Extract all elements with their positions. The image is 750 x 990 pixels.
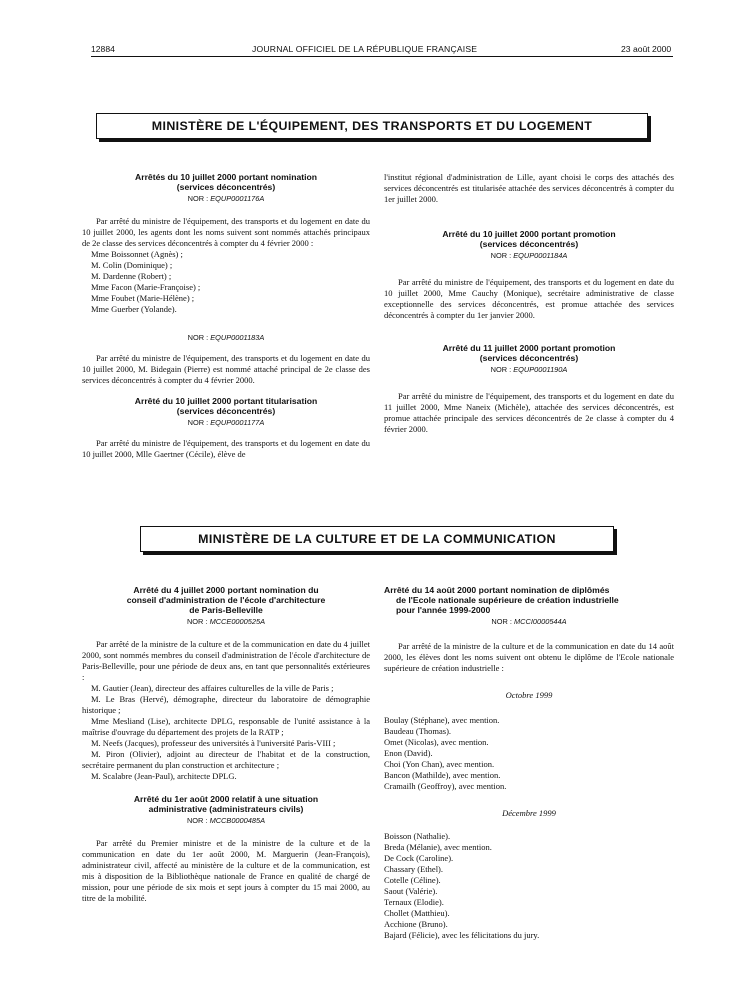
graduate-name: Chollet (Matthieu).: [384, 908, 450, 918]
nor-reference: NOR : MCCI0000544A: [491, 617, 567, 626]
article-title: Arrêtés du 10 juillet 2000 portant nomination: [135, 172, 317, 182]
article-body: Par arrêté du ministre de l'équipement, des transports et du logement en date du 11 juillet 2000, Mme Naneix (Michèle), attachée des services déconcentrés, est promue attachée principale des services déconcentrés de 2e classe à compter du 4 février 2000.: [384, 391, 674, 434]
appointee-name: Mme Facon (Marie-Françoise) ;: [91, 282, 201, 292]
board-member: M. Piron (Olivier), adjoint au directeur de l'habitat et de la construction, secrétaire permanent du plan construction et architecture ;: [82, 749, 370, 770]
article-subtitle: (services déconcentrés): [479, 353, 579, 363]
ministry-heading-culture: MINISTÈRE DE LA CULTURE ET DE LA COMMUNICATION: [140, 526, 614, 552]
graduate-name: Acchione (Bruno).: [384, 919, 448, 929]
article-subtitle: (services déconcentrés): [479, 239, 579, 249]
article-title: Arrêté du 11 juillet 2000 portant promotion: [442, 343, 616, 353]
appointee-name: M. Dardenne (Robert) ;: [91, 271, 172, 281]
appointee-name: Mme Foubet (Marie-Hélène) ;: [91, 293, 195, 303]
ministry2-right-column: [384, 585, 674, 941]
article-title-line3: pour l'année 1999-2000: [396, 605, 491, 615]
board-member-list: [82, 683, 370, 782]
graduate-name: Enon (David).: [384, 748, 433, 758]
ministry1-left-column: [82, 172, 370, 460]
board-member: M. Scalabre (Jean-Paul), architecte DPLG.: [91, 771, 237, 781]
graduate-name: Saout (Valérie).: [384, 886, 438, 896]
graduate-name: Ternaux (Elodie).: [384, 897, 444, 907]
graduate-list-october: [384, 715, 674, 792]
page-number: 12884: [91, 44, 115, 54]
article-title-line2: conseil d'administration de l'école d'architecture: [126, 595, 326, 605]
article-title: Arrêté du 14 août 2000 portant nomination de diplômés: [384, 585, 610, 595]
article-title: Arrêté du 10 juillet 2000 portant titularisation: [134, 396, 318, 406]
session-heading-october: Octobre 1999: [505, 690, 553, 700]
article-body: Par arrêté du ministre de l'équipement, des transports et du logement en date du 10 juillet 2000, Mme Cauchy (Monique), secrétaire administrative de classe exceptionnelle des services déconcentrés, est promue attachée des services déconcentrés à compter du 1er janvier 2000.: [384, 277, 674, 320]
ministry1-right-column: [384, 172, 674, 435]
article-body: Par arrêté de la ministre de la culture et de la communication en date du 14 août 2000, les élèves dont les noms suivent ont obtenu le diplôme de l'Ecole nationale supérieure de création industrielle :: [384, 641, 674, 673]
nor-reference: NOR : EQUP0001190A: [490, 365, 568, 374]
article-body-continued: l'institut régional d'administration de Lille, ayant choisi le corps des attachés des services déconcentrés est titularisée attachée des services déconcentrés à compter du 1er juillet 2000.: [384, 172, 674, 204]
graduate-name: Omet (Nicolas), avec mention.: [384, 737, 489, 747]
nor-reference: NOR : MCCB0000485A: [186, 816, 266, 825]
graduate-name: Cramailh (Geoffroy), avec mention.: [384, 781, 507, 791]
graduate-name: De Cock (Caroline).: [384, 853, 454, 863]
graduate-name: Choi (Yon Chan), avec mention.: [384, 759, 495, 769]
nor-reference: NOR : EQUP0001176A: [187, 194, 265, 203]
graduate-name: Bancon (Mathilde), avec mention.: [384, 770, 501, 780]
board-member: Mme Mesliand (Lise), architecte DPLG, responsable de l'unité assistance à la maîtrise d'ouvrage du département des projets de la RATP ;: [82, 716, 370, 737]
graduate-name: Boulay (Stéphane), avec mention.: [384, 715, 500, 725]
article-title: Arrêté du 4 juillet 2000 portant nomination du: [133, 585, 319, 595]
ministry-heading-equipement: MINISTÈRE DE L'ÉQUIPEMENT, DES TRANSPORTS ET DU LOGEMENT: [96, 113, 648, 139]
article-body: Par arrêté du Premier ministre et de la ministre de la culture et de la communication en date du 1er août 2000, M. Marguerin (Jean-François), administrateur civil, affecté au ministère de la culture et de la communication, est mis à disposition de la Bibliothèque nationale de France en qualité de chargé de mission, pour une période de six mois et sept jours à compter du 15 mai 2000, au titre de la mobilité.: [82, 838, 370, 903]
appointee-name: Mme Boissonnet (Agnès) ;: [91, 249, 183, 259]
article-title: Arrêté du 10 juillet 2000 portant promotion: [442, 229, 616, 239]
graduate-name: Cotelle (Céline).: [384, 875, 441, 885]
board-member: M. Neefs (Jacques), professeur des universités à l'université Paris-VIII ;: [91, 738, 336, 748]
nor-reference: NOR : EQUP0001183A: [187, 333, 265, 342]
ministry2-left-column: [82, 585, 370, 904]
nor-reference: NOR : MCCE0000525A: [186, 617, 266, 626]
appointee-list: [82, 249, 370, 315]
nor-reference: NOR : EQUP0001184A: [490, 251, 568, 260]
article-body: Par arrêté du ministre de l'équipement, des transports et du logement en date du 10 juillet 2000, M. Bidegain (Pierre) est nommé attaché principal de 2e classe des services déconcentrés à compter du 4 février 2000.: [82, 353, 370, 385]
journal-title: JOURNAL OFFICIEL DE LA RÉPUBLIQUE FRANÇAISE: [252, 44, 478, 54]
graduate-name: Boisson (Nathalie).: [384, 831, 451, 841]
graduate-name: Chassary (Ethel).: [384, 864, 444, 874]
article-body: Par arrêté du ministre de l'équipement, des transports et du logement en date du 10 juillet 2000, les agents dont les noms suivent sont nommés attachés principaux de 2e classe des services déconcentrés à compter du 4 février 2000 :: [82, 216, 370, 248]
graduate-name: Bajard (Félicie), avec les félicitations du jury.: [384, 930, 540, 940]
graduate-list-december: [384, 831, 674, 941]
article-body: Par arrêté du ministre de l'équipement, des transports et du logement en date du 10 juillet 2000, Mlle Gaertner (Cécile), élève de: [82, 438, 370, 459]
board-member: M. Le Bras (Hervé), démographe, directeur du laboratoire de démographie historique ;: [82, 694, 370, 715]
article-body: Par arrêté de la ministre de la culture et de la communication en date du 4 juillet 2000, sont nommés membres du conseil d'administration de l'école d'architecture de Paris-Belleville, pour une période de deux ans, en tant que personnalités extérieures :: [82, 639, 370, 682]
graduate-name: Breda (Mélanie), avec mention.: [384, 842, 492, 852]
header-rule: [91, 56, 673, 57]
session-heading-december: Décembre 1999: [502, 808, 556, 818]
article-title-line3: de Paris-Belleville: [189, 605, 263, 615]
nor-reference: NOR : EQUP0001177A: [187, 418, 265, 427]
article-subtitle: administrative (administrateurs civils): [148, 804, 304, 814]
article-title: Arrêté du 1er août 2000 relatif à une situation: [133, 794, 319, 804]
graduate-name: Baudeau (Thomas).: [384, 726, 452, 736]
appointee-name: Mme Guerber (Yolande).: [91, 304, 177, 314]
article-subtitle: (services déconcentrés): [176, 182, 276, 192]
issue-date: 23 août 2000: [621, 44, 672, 54]
appointee-name: M. Colin (Dominique) ;: [91, 260, 173, 270]
article-title-line2: de l'Ecole nationale supérieure de création industrielle: [396, 595, 619, 605]
article-subtitle: (services déconcentrés): [176, 406, 276, 416]
board-member: M. Gautier (Jean), directeur des affaires culturelles de la ville de Paris ;: [91, 683, 334, 693]
